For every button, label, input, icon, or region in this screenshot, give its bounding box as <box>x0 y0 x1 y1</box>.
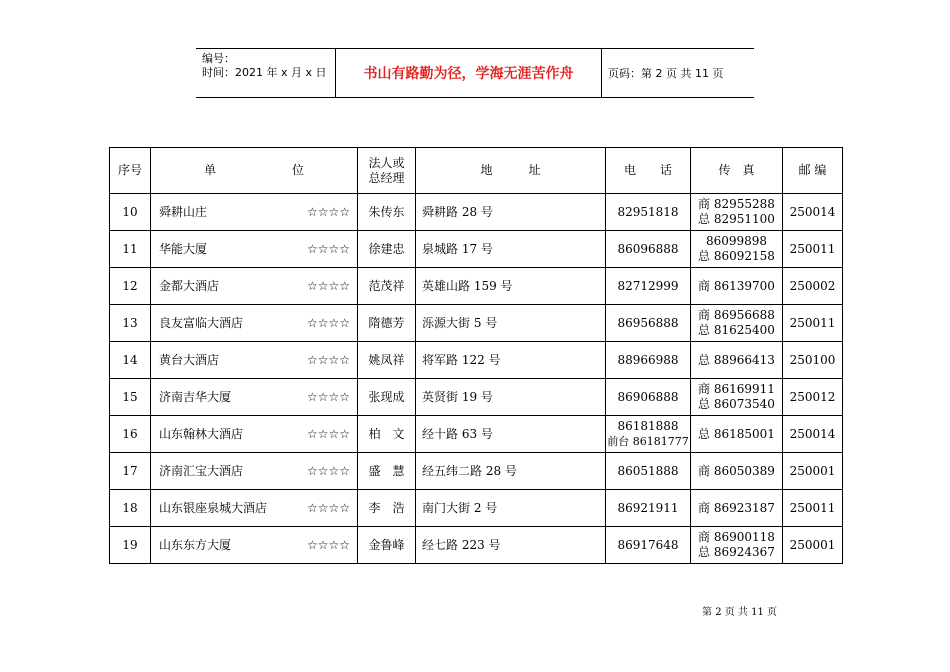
cell-tel <box>606 379 691 416</box>
col-header-fax: 传 真 <box>691 148 783 194</box>
tel-line: 前台 86181777 <box>607 435 689 448</box>
page-header <box>196 48 754 98</box>
unit-name: 华能大厦 <box>159 241 208 256</box>
cell-person: 范茂祥 <box>358 268 416 305</box>
unit-wrap <box>159 353 357 368</box>
cell-address: 南门大街 2 号 <box>416 490 606 527</box>
star-rating: ☆☆☆☆ <box>306 463 350 478</box>
table-header-row <box>110 148 843 194</box>
cell-tel <box>606 268 691 305</box>
star-rating: ☆☆☆☆ <box>306 426 350 441</box>
fax-line: 总 88966413 <box>698 352 775 367</box>
fax-line: 商 86169911 <box>698 382 775 396</box>
tel-line: 86917648 <box>617 537 679 552</box>
cell-person: 盛 慧 <box>358 453 416 490</box>
unit-wrap <box>159 279 357 294</box>
cell-zip: 250001 <box>783 453 843 490</box>
cell-person: 徐建忠 <box>358 231 416 268</box>
table-row <box>110 379 843 416</box>
tel-line: 82712999 <box>617 278 679 293</box>
unit-name: 良友富临大酒店 <box>159 315 244 330</box>
tel-line: 86181888 <box>617 419 679 433</box>
cell-no: 10 <box>110 194 151 231</box>
cell-fax <box>691 305 783 342</box>
cell-fax <box>691 268 783 305</box>
fax-line: 商 82955288 <box>698 197 775 211</box>
cell-person: 李 浩 <box>358 490 416 527</box>
table-row <box>110 453 843 490</box>
cell-unit <box>151 342 358 379</box>
unit-wrap <box>159 390 357 405</box>
tel-line: 86051888 <box>617 463 679 478</box>
cell-tel <box>606 194 691 231</box>
cell-no: 12 <box>110 268 151 305</box>
star-rating: ☆☆☆☆ <box>306 204 350 219</box>
cell-zip: 250011 <box>783 305 843 342</box>
fax-line: 总 86185001 <box>698 426 775 441</box>
tel-line: 86906888 <box>617 389 679 404</box>
col-header-person-line2: 总经理 <box>368 170 405 185</box>
unit-wrap <box>159 464 357 479</box>
table-row <box>110 342 843 379</box>
cell-unit <box>151 416 358 453</box>
cell-unit <box>151 379 358 416</box>
cell-zip: 250002 <box>783 268 843 305</box>
fax-line: 总 86092158 <box>698 249 775 263</box>
header-motto: 书山有路勤为径，学海无涯苦作舟 <box>336 49 602 97</box>
star-rating: ☆☆☆☆ <box>306 352 350 367</box>
star-rating: ☆☆☆☆ <box>306 278 350 293</box>
header-page-info: 页码：第 2 页 共 11 页 <box>608 67 724 80</box>
table-row <box>110 416 843 453</box>
cell-zip: 250014 <box>783 194 843 231</box>
cell-address: 舜耕路 28 号 <box>416 194 606 231</box>
number-label: 编号： <box>202 52 235 65</box>
col-header-person-line1: 法人或 <box>368 155 405 170</box>
star-rating: ☆☆☆☆ <box>306 500 350 515</box>
table-row <box>110 231 843 268</box>
fax-line: 总 86924367 <box>698 545 775 559</box>
cell-address: 将军路 122 号 <box>416 342 606 379</box>
cell-tel <box>606 231 691 268</box>
cell-fax <box>691 342 783 379</box>
time-label: 时间：2021 年 x 月 x 日 <box>202 66 327 79</box>
cell-person: 隋德芳 <box>358 305 416 342</box>
unit-name: 济南吉华大厦 <box>159 389 232 404</box>
cell-zip: 250011 <box>783 490 843 527</box>
cell-fax <box>691 490 783 527</box>
footer-page-text: 第 2 页 共 11 页 <box>702 607 777 618</box>
col-header-address: 地 址 <box>416 148 606 194</box>
cell-address: 英贤街 19 号 <box>416 379 606 416</box>
tel-line: 86956888 <box>617 315 679 330</box>
header-meta <box>196 49 336 97</box>
cell-tel <box>606 453 691 490</box>
unit-wrap <box>159 205 357 220</box>
cell-no: 18 <box>110 490 151 527</box>
star-rating: ☆☆☆☆ <box>306 241 350 256</box>
cell-unit <box>151 194 358 231</box>
tel-line: 86096888 <box>617 241 679 256</box>
fax-line: 总 86073540 <box>698 397 775 411</box>
cell-tel <box>606 305 691 342</box>
col-header-unit-label: 单 位 <box>204 163 304 177</box>
col-header-person <box>358 148 416 194</box>
table-row <box>110 305 843 342</box>
cell-person: 姚凤祥 <box>358 342 416 379</box>
cell-no: 14 <box>110 342 151 379</box>
unit-wrap <box>159 538 357 553</box>
cell-no: 13 <box>110 305 151 342</box>
tel-line: 88966988 <box>617 352 679 367</box>
unit-name: 济南汇宝大酒店 <box>159 463 244 478</box>
col-header-no: 序号 <box>110 148 151 194</box>
cell-zip: 250011 <box>783 231 843 268</box>
unit-wrap <box>159 501 357 516</box>
cell-fax <box>691 527 783 564</box>
fax-line: 86099898 <box>705 234 768 248</box>
cell-fax <box>691 231 783 268</box>
unit-wrap <box>159 242 357 257</box>
fax-line: 商 86050389 <box>698 463 775 478</box>
unit-name: 山东东方大厦 <box>159 537 232 552</box>
fax-line: 总 81625400 <box>698 323 775 337</box>
star-rating: ☆☆☆☆ <box>306 537 350 552</box>
unit-name: 金都大酒店 <box>159 278 220 293</box>
cell-zip: 250001 <box>783 527 843 564</box>
star-rating: ☆☆☆☆ <box>306 389 350 404</box>
table-row <box>110 194 843 231</box>
unit-name: 黄台大酒店 <box>159 352 220 367</box>
table-row <box>110 490 843 527</box>
col-header-unit <box>151 148 358 194</box>
star-rating: ☆☆☆☆ <box>306 315 350 330</box>
cell-tel <box>606 490 691 527</box>
table-row <box>110 268 843 305</box>
unit-name: 山东翰林大酒店 <box>159 426 244 441</box>
cell-tel <box>606 527 691 564</box>
cell-zip: 250014 <box>783 416 843 453</box>
unit-name: 山东银座泉城大酒店 <box>159 500 268 515</box>
cell-address: 泺源大街 5 号 <box>416 305 606 342</box>
cell-fax <box>691 453 783 490</box>
cell-no: 17 <box>110 453 151 490</box>
unit-wrap <box>159 427 357 442</box>
tel-line: 86921911 <box>617 500 679 515</box>
cell-person: 柏 文 <box>358 416 416 453</box>
cell-person: 张现成 <box>358 379 416 416</box>
cell-tel <box>606 342 691 379</box>
cell-no: 15 <box>110 379 151 416</box>
cell-unit <box>151 305 358 342</box>
cell-no: 16 <box>110 416 151 453</box>
cell-no: 19 <box>110 527 151 564</box>
unit-wrap <box>159 316 357 331</box>
cell-unit <box>151 453 358 490</box>
cell-unit <box>151 231 358 268</box>
cell-address: 经十路 63 号 <box>416 416 606 453</box>
col-header-zip: 邮 编 <box>783 148 843 194</box>
table-row <box>110 527 843 564</box>
cell-address: 经五纬二路 28 号 <box>416 453 606 490</box>
cell-zip: 250012 <box>783 379 843 416</box>
fax-line: 总 82951100 <box>698 212 775 226</box>
fax-line: 商 86923187 <box>698 500 775 515</box>
cell-address: 英雄山路 159 号 <box>416 268 606 305</box>
cell-unit <box>151 268 358 305</box>
tel-line: 82951818 <box>617 204 679 219</box>
fax-line: 商 86956688 <box>698 308 775 322</box>
cell-no: 11 <box>110 231 151 268</box>
cell-fax <box>691 379 783 416</box>
cell-fax <box>691 416 783 453</box>
col-header-tel: 电 话 <box>606 148 691 194</box>
cell-person: 朱传东 <box>358 194 416 231</box>
cell-fax <box>691 194 783 231</box>
unit-name: 舜耕山庄 <box>159 204 208 219</box>
fax-line: 商 86139700 <box>698 278 775 293</box>
cell-person: 金鲁峰 <box>358 527 416 564</box>
cell-address: 泉城路 17 号 <box>416 231 606 268</box>
fax-line: 商 86900118 <box>698 530 775 544</box>
cell-zip: 250100 <box>783 342 843 379</box>
cell-unit <box>151 527 358 564</box>
cell-tel <box>606 416 691 453</box>
cell-address: 经七路 223 号 <box>416 527 606 564</box>
hotel-table <box>109 147 843 564</box>
cell-unit <box>151 490 358 527</box>
